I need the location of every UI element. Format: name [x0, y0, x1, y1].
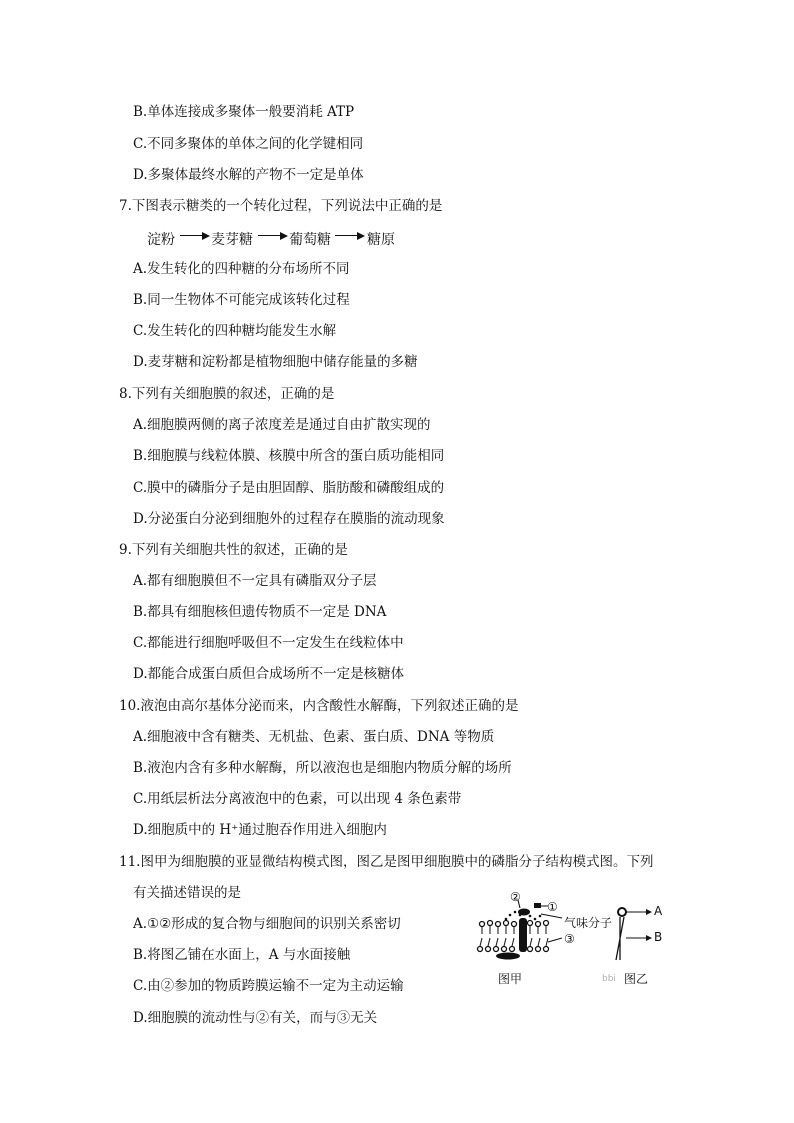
q7-stem: 7.下图表示糖类的一个转化过程，下列说法中正确的是 — [119, 198, 443, 214]
q6-option-d: D.多聚体最终水解的产物不一定是单体 — [133, 167, 364, 183]
odor-molecule — [534, 903, 541, 908]
label-mark-2: ② — [510, 890, 521, 904]
label-odor-molecule: 气味分子 — [564, 916, 613, 930]
flow-step-starch: 淀粉 — [147, 232, 175, 248]
lipid-bottom-row — [478, 947, 549, 952]
q10-option-d: D.细胞质中的 H⁺通过胞吞作用进入细胞内 — [133, 822, 387, 838]
q11-option-c: C.由②参加的物质跨膜运输不一定为主动运输 — [133, 978, 404, 994]
q11-option-d: D.细胞膜的流动性与②有关，而与③无关 — [133, 1010, 378, 1026]
q9-stem: 9.下列有关细胞共性的叙述，正确的是 — [119, 542, 348, 558]
glycoprotein — [518, 909, 530, 916]
flow-arrow-2-icon — [258, 232, 288, 240]
flow-step-glycogen: 糖原 — [367, 232, 395, 248]
q8-option-b: B.细胞膜与线粒体膜、核膜中所含的蛋白质功能相同 — [133, 448, 445, 464]
q8-option-d: D.分泌蛋白分泌到细胞外的过程存在膜脂的流动现象 — [133, 511, 445, 527]
q10-option-b: B.液泡内含有多种水解酶，所以液泡也是细胞内物质分解的场所 — [133, 760, 512, 776]
label-mark-1: ① — [547, 900, 558, 914]
q9-option-b: B.都具有细胞核但遗传物质不一定是 DNA — [133, 604, 387, 620]
q11-option-b: B.将图乙铺在水面上，A 与水面接触 — [133, 947, 351, 963]
q9-option-a: A.都有细胞膜但不一定具有磷脂双分子层 — [133, 573, 377, 589]
q8-option-c: C.膜中的磷脂分子是由胆固醇、脂肪酸和磷酸组成的 — [133, 480, 445, 496]
label-mark-3: ③ — [564, 932, 575, 946]
q9-option-d: D.都能合成蛋白质但合成场所不一定是核糖体 — [133, 666, 405, 682]
caption-figure-yi: 图乙 — [624, 972, 649, 986]
peripheral-protein — [496, 953, 520, 960]
lipid-tails-top — [482, 926, 546, 934]
flow-arrow-3-icon — [335, 232, 365, 240]
watermark: bbi — [602, 974, 616, 984]
label-a: A — [654, 904, 663, 918]
q7-option-c: C.发生转化的四种糖均能发生水解 — [133, 323, 337, 339]
membrane-protein — [519, 918, 527, 952]
q8-stem: 8.下列有关细胞膜的叙述，正确的是 — [119, 386, 335, 402]
label-b: B — [654, 930, 663, 944]
q6-option-b: B.单体连接成多聚体一般要消耗 ATP — [133, 104, 355, 120]
q9-option-c: C.都能进行细胞呼吸但不一定发生在线粒体中 — [133, 635, 404, 651]
membrane-figure — [470, 890, 680, 990]
q7-option-d: D.麦芽糖和淀粉都是植物细胞中储存能量的多糖 — [133, 354, 418, 370]
flow-arrow-1-icon — [180, 232, 210, 240]
phospholipid-head — [618, 908, 626, 916]
q7-option-a: A.发生转化的四种糖的分布场所不同 — [133, 261, 350, 277]
q11-stem-line1: 11.图甲为细胞膜的亚显微结构模式图，图乙是图甲细胞膜中的磷脂分子结构模式图。下列 — [119, 854, 654, 870]
q10-option-a: A.细胞液中含有糖类、无机盐、色素、蛋白质、DNA 等物质 — [133, 729, 495, 745]
flow-step-glucose: 葡萄糖 — [289, 232, 331, 248]
lipid-tails-bottom — [480, 938, 548, 946]
q10-option-c: C.用纸层析法分离液泡中的色素，可以出现 4 条色素带 — [133, 791, 462, 807]
q7-option-b: B.同一生物体不可能完成该转化过程 — [133, 292, 350, 308]
lipid-top-row — [480, 921, 549, 927]
flow-step-maltose: 麦芽糖 — [211, 232, 253, 248]
q10-stem: 10.液泡由高尔基体分泌而来，内含酸性水解酶，下列叙述正确的是 — [119, 698, 519, 714]
phospholipid-tails — [616, 917, 624, 960]
caption-figure-jia: 图甲 — [498, 972, 523, 986]
q8-option-a: A.细胞膜两侧的离子浓度差是通过自由扩散实现的 — [133, 417, 431, 433]
q11-stem-line2: 有关描述错误的是 — [133, 885, 241, 901]
q6-option-c: C.不同多聚体的单体之间的化学键相同 — [133, 136, 364, 152]
q11-option-a: A.①②形成的复合物与细胞间的识别关系密切 — [133, 916, 401, 932]
